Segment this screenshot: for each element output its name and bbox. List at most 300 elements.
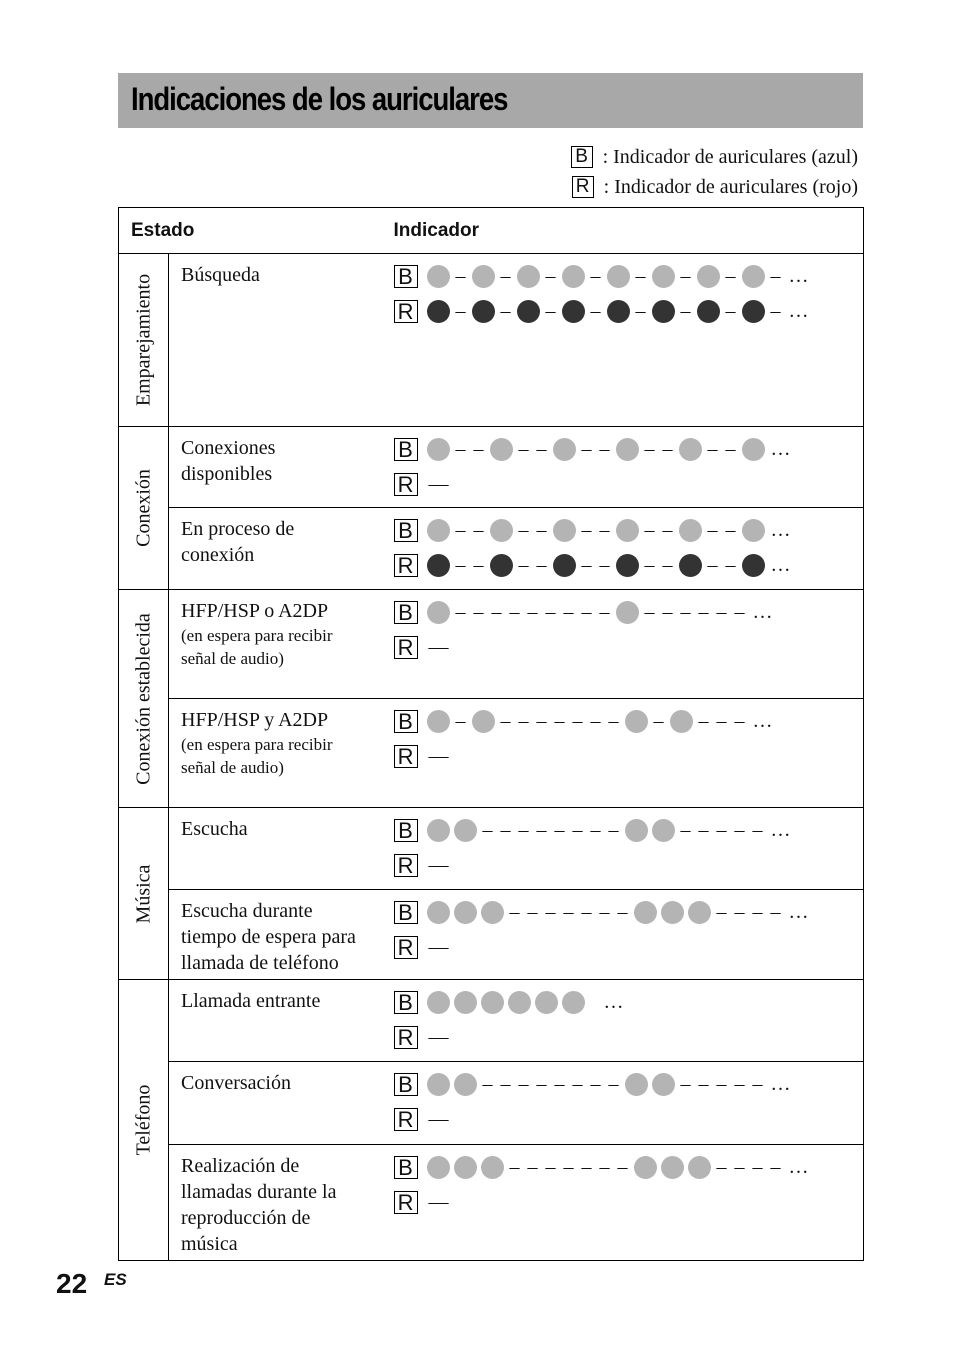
off-dash: – [554,1073,565,1095]
estado-text: En proceso de conexión [181,518,295,566]
off-dash: – [599,601,610,623]
estado-text: Búsqueda [181,264,260,286]
red-light-dot [472,300,495,323]
blue-light-dot [427,601,450,624]
group-cell [119,980,169,1261]
off-dash: – [752,819,763,841]
off-dash: – [455,554,466,576]
off-dash: – [545,601,556,623]
table-row [119,254,864,427]
off-dash: – [716,901,727,923]
indicator-cell [394,890,864,980]
blue-light-dot [562,991,585,1014]
estado-text: HFP/HSP o A2DP [181,600,329,622]
blink-pattern [425,1073,791,1096]
off-dash: – [590,819,601,841]
indicator-box-r: R [394,1026,418,1049]
off-dash: – [509,1156,520,1178]
red-light-dot [679,554,702,577]
indicator-line-red [394,934,864,961]
red-light-dot [427,300,450,323]
group-label: Conexión establecida [132,612,154,785]
red-light-dot [742,300,765,323]
off-dash: – [482,819,493,841]
off-dash: – [725,300,736,322]
off-dash: – [491,601,502,623]
blue-light-dot [427,819,450,842]
indicator-line-blue [394,1154,864,1181]
estado-cell [169,699,394,808]
blue-light-dot [652,265,675,288]
off-dash: – [581,519,592,541]
off-dash: – [644,519,655,541]
red-light-dot [490,554,513,577]
off-dash: – [545,901,556,923]
off-dash: – [455,601,466,623]
off-dash: – [644,438,655,460]
off-dash: – [500,1073,511,1095]
off-dash: – [698,819,709,841]
off-dash: – [518,819,529,841]
blink-pattern [425,1191,453,1214]
group-label: Teléfono [132,1084,154,1156]
indicator-box-b: B [394,710,418,733]
blink-pattern [425,473,453,496]
blue-light-dot [427,265,450,288]
title-bar [118,73,863,128]
off-dash: – [680,300,691,322]
off-dash: – [518,1073,529,1095]
indicator-box-b: B [394,438,418,461]
table-row [119,590,864,699]
off-dash: – [518,438,529,460]
blue-light-dot [616,519,639,542]
blue-light-dot [472,710,495,733]
off-dash: – [770,265,781,287]
indicator-box-r: R [394,1191,418,1214]
blue-light-dot [634,901,657,924]
indicator-line-red [394,743,864,770]
off-dash: – [536,438,547,460]
blue-light-dot [427,1073,450,1096]
blink-pattern [425,601,773,624]
estado-subtext: (en espera para recibir señal de audio) [181,626,333,668]
header-indicador: Indicador [394,208,864,254]
continue-ellipsis: … [770,554,791,576]
indicator-box-b: B [394,519,418,542]
blue-light-dot [742,438,765,461]
blue-light-dot [517,265,540,288]
indicator-line-red [394,1106,864,1133]
off-dash: – [599,901,610,923]
blink-pattern [425,554,791,577]
off-dash: – [599,438,610,460]
group-cell [119,427,169,590]
indicator-table [118,207,864,1261]
group-label: Música [132,864,154,923]
estado-cell [169,1145,394,1261]
off-dash: – [734,601,745,623]
blue-light-dot [625,1073,648,1096]
indicator-line-red [394,1024,864,1051]
off-dash: – [563,901,574,923]
indicator-box-r: R [394,936,418,959]
blue-light-dot [454,1156,477,1179]
indicator-line-blue [394,263,864,290]
blink-pattern [425,936,453,959]
off-dash: – [518,554,529,576]
table-row [119,808,864,890]
continue-ellipsis: … [788,1156,809,1178]
off-dash: – [500,300,511,322]
steady-off-dash: — [428,473,449,495]
continue-ellipsis: … [770,819,791,841]
indicator-line-blue [394,708,864,735]
indicator-line-red [394,852,864,879]
blink-pattern [425,819,791,842]
estado-text: Escucha durante tiempo de espera para llamada de teléfono [181,900,356,974]
blue-light-dot [553,438,576,461]
table-row [119,699,864,808]
off-dash: – [734,710,745,732]
table-row [119,1145,864,1261]
legend-box-b: B [571,146,593,168]
blue-light-dot [427,1156,450,1179]
blink-pattern [425,1026,453,1049]
off-dash: – [707,519,718,541]
blue-light-dot [427,901,450,924]
off-dash: – [752,1156,763,1178]
off-dash: – [473,519,484,541]
off-dash: – [716,710,727,732]
header-estado: Estado [119,208,394,254]
steady-off-dash: — [428,1026,449,1048]
off-dash: – [509,901,520,923]
indicator-line-blue [394,1071,864,1098]
indicator-cell [394,254,864,427]
off-dash: – [725,554,736,576]
off-dash: – [590,1073,601,1095]
off-dash: – [455,519,466,541]
off-dash: – [581,901,592,923]
off-dash: – [680,265,691,287]
off-dash: – [680,819,691,841]
steady-off-dash: — [428,936,449,958]
indicator-box-r: R [394,854,418,877]
off-dash: – [572,1073,583,1095]
off-dash: – [770,300,781,322]
table-row [119,508,864,590]
estado-cell [169,590,394,699]
indicator-cell [394,427,864,508]
steady-off-dash: — [428,854,449,876]
indicator-box-b: B [394,991,418,1014]
off-dash: – [581,601,592,623]
indicator-box-r: R [394,745,418,768]
off-dash: – [509,601,520,623]
blue-light-dot [508,991,531,1014]
off-dash: – [536,1073,547,1095]
estado-cell [169,980,394,1062]
off-dash: – [581,1156,592,1178]
off-dash: – [473,438,484,460]
off-dash: – [536,554,547,576]
indicator-line-blue [394,899,864,926]
blue-light-dot [670,710,693,733]
off-dash: – [707,554,718,576]
off-dash: – [716,601,727,623]
steady-off-dash: — [428,1108,449,1130]
continue-ellipsis: … [603,991,624,1013]
off-dash: – [545,1156,556,1178]
off-dash: – [725,265,736,287]
indicator-cell [394,699,864,808]
blue-light-dot [679,438,702,461]
indicator-line-blue [394,817,864,844]
off-dash: – [518,710,529,732]
estado-text: Conversación [181,1072,291,1094]
off-dash: – [725,519,736,541]
red-light-dot [742,554,765,577]
off-dash: – [527,601,538,623]
off-dash: – [698,601,709,623]
blue-light-dot [652,1073,675,1096]
indicator-line-red [394,298,864,325]
off-dash: – [635,300,646,322]
off-dash: – [581,554,592,576]
red-light-dot [652,300,675,323]
group-label: Emparejamiento [132,273,154,407]
blink-pattern [425,710,773,733]
blue-light-dot [742,519,765,542]
indicator-line-blue [394,517,864,544]
blue-light-dot [454,991,477,1014]
blue-light-dot [616,601,639,624]
off-dash: – [599,1156,610,1178]
off-dash: – [698,710,709,732]
off-dash: – [536,519,547,541]
spacer [591,991,596,1014]
blink-pattern [425,991,624,1014]
indicator-line-red [394,552,864,579]
continue-ellipsis: … [770,438,791,460]
table-row [119,890,864,980]
off-dash: – [599,554,610,576]
off-dash: – [563,601,574,623]
off-dash: – [563,1156,574,1178]
indicator-cell [394,1145,864,1261]
off-dash: – [545,300,556,322]
blue-light-dot [679,519,702,542]
off-dash: – [527,901,538,923]
off-dash: – [734,901,745,923]
off-dash: – [680,601,691,623]
indicator-box-r: R [394,636,418,659]
continue-ellipsis: … [788,901,809,923]
off-dash: – [572,710,583,732]
indicator-line-red [394,471,864,498]
blink-pattern [425,745,453,768]
blue-light-dot [535,991,558,1014]
estado-cell [169,427,394,508]
off-dash: – [653,710,664,732]
off-dash: – [527,1156,538,1178]
legend-row-red [571,172,858,202]
off-dash: – [725,438,736,460]
blink-pattern [425,1108,453,1131]
indicator-box-r: R [394,554,418,577]
off-dash: – [518,519,529,541]
off-dash: – [734,819,745,841]
off-dash: – [536,819,547,841]
continue-ellipsis: … [788,265,809,287]
red-light-dot [562,300,585,323]
blue-light-dot [661,901,684,924]
blue-light-dot [472,265,495,288]
indicator-box-b: B [394,1156,418,1179]
page-title: Indicaciones de los auriculares [131,81,508,117]
off-dash: – [662,519,673,541]
group-cell [119,254,169,427]
off-dash: – [770,1156,781,1178]
off-dash: – [770,901,781,923]
indicator-line-blue [394,436,864,463]
off-dash: – [752,1073,763,1095]
indicator-line-blue [394,599,864,626]
off-dash: – [608,819,619,841]
group-cell [119,808,169,980]
blue-light-dot [553,519,576,542]
table-row [119,980,864,1062]
off-dash: – [473,554,484,576]
continue-ellipsis: … [770,519,791,541]
estado-cell [169,254,394,427]
blue-light-dot [427,519,450,542]
off-dash: – [500,265,511,287]
off-dash: – [617,901,628,923]
off-dash: – [455,438,466,460]
continue-ellipsis: … [788,300,809,322]
steady-off-dash: — [428,1191,449,1213]
blue-light-dot [427,710,450,733]
off-dash: – [482,1073,493,1095]
legend-text-blue: : Indicador de auriculares (azul) [602,145,858,168]
estado-text: Realización de llamadas durante la reproducción de música [181,1155,337,1255]
table-header [119,208,864,254]
blue-light-dot [481,901,504,924]
off-dash: – [500,710,511,732]
blink-pattern [425,519,791,542]
red-light-dot [607,300,630,323]
off-dash: – [455,265,466,287]
table-row [119,427,864,508]
off-dash: – [554,710,565,732]
blue-light-dot [454,1073,477,1096]
indicator-box-b: B [394,901,418,924]
off-dash: – [662,438,673,460]
blink-pattern [425,1156,809,1179]
off-dash: – [590,300,601,322]
blue-light-dot [454,819,477,842]
estado-text: Conexiones disponibles [181,437,276,485]
blue-light-dot [490,438,513,461]
off-dash: – [536,710,547,732]
steady-off-dash: — [428,745,449,767]
group-cell [119,590,169,808]
blue-light-dot [562,265,585,288]
blink-pattern [425,265,809,288]
off-dash: – [608,710,619,732]
blink-pattern [425,854,453,877]
indicator-cell [394,1062,864,1145]
off-dash: – [635,265,646,287]
estado-text: HFP/HSP y A2DP [181,709,329,731]
indicator-cell [394,508,864,590]
blue-light-dot [688,901,711,924]
off-dash: – [500,819,511,841]
legend-box-r: R [572,176,594,198]
off-dash: – [752,901,763,923]
blink-pattern [425,901,809,924]
off-dash: – [455,300,466,322]
estado-subtext: (en espera para recibir señal de audio) [181,735,333,777]
blink-pattern [425,300,809,323]
page-number: 22 [56,1268,88,1299]
red-light-dot [517,300,540,323]
blue-light-dot [688,1156,711,1179]
off-dash: – [473,601,484,623]
off-dash: – [455,710,466,732]
off-dash: – [734,1156,745,1178]
off-dash: – [644,554,655,576]
off-dash: – [716,1156,727,1178]
blink-pattern [425,438,791,461]
indicator-box-b: B [394,819,418,842]
blue-light-dot [625,710,648,733]
blue-light-dot [697,265,720,288]
off-dash: – [590,265,601,287]
indicator-cell [394,590,864,699]
indicator-box-r: R [394,473,418,496]
off-dash: – [590,710,601,732]
off-dash: – [707,438,718,460]
off-dash: – [581,438,592,460]
continue-ellipsis: … [752,710,773,732]
estado-cell [169,890,394,980]
blue-light-dot [481,991,504,1014]
off-dash: – [734,1073,745,1095]
blue-light-dot [454,901,477,924]
estado-cell [169,808,394,890]
off-dash: – [617,1156,628,1178]
blue-light-dot [481,1156,504,1179]
indicator-cell [394,808,864,890]
group-label: Conexión [132,469,154,547]
legend [571,142,858,202]
off-dash: – [545,265,556,287]
indicator-box-b: B [394,265,418,288]
indicator-cell [394,980,864,1062]
estado-cell [169,508,394,590]
red-light-dot [553,554,576,577]
indicator-box-r: R [394,300,418,323]
blue-light-dot [661,1156,684,1179]
off-dash: – [554,819,565,841]
indicator-line-blue [394,989,864,1016]
red-light-dot [616,554,639,577]
blue-light-dot [634,1156,657,1179]
off-dash: – [662,554,673,576]
